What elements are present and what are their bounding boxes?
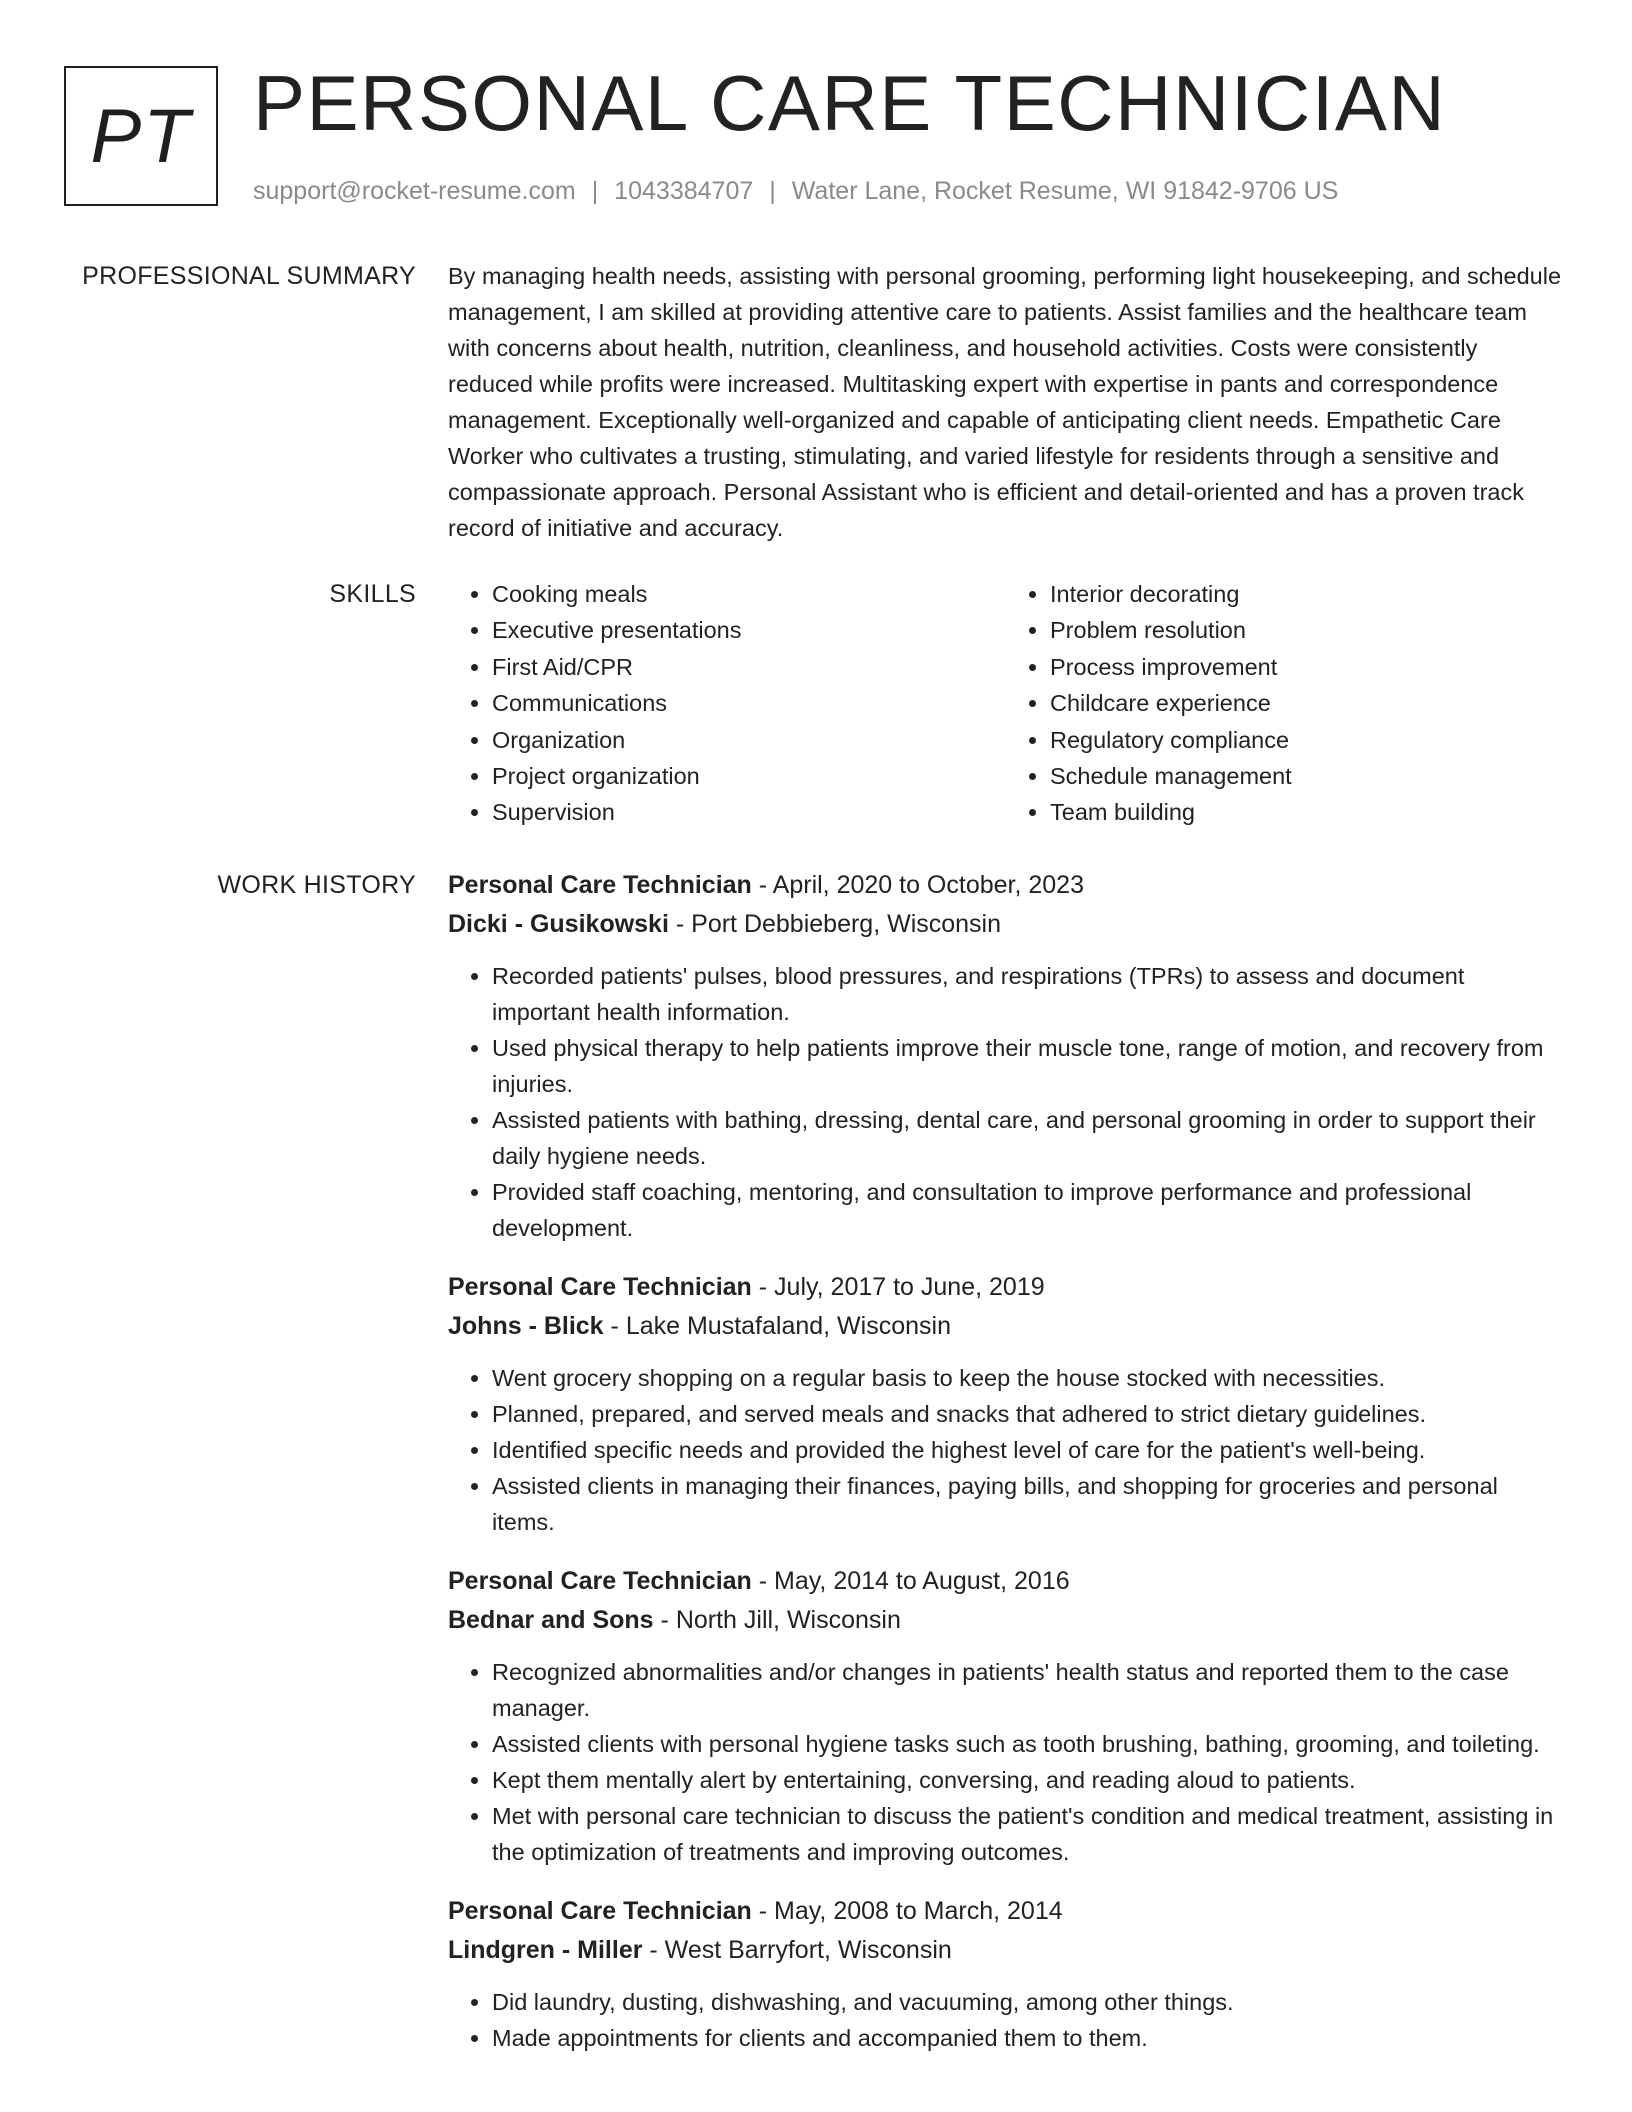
contact-email: support@rocket-resume.com — [253, 177, 576, 205]
job-dates: - May, 2008 to March, 2014 — [758, 1897, 1063, 1925]
skill-item: • Problem resolution — [1050, 612, 1564, 648]
job-entry — [448, 866, 1564, 1246]
skills-section-label: SKILLS — [329, 580, 416, 608]
work-section-label: WORK HISTORY — [217, 871, 416, 899]
job-bullets — [448, 1360, 1564, 1540]
job-bullets — [448, 1654, 1564, 1870]
skill-item: • Communications — [492, 685, 1006, 721]
job-title: Personal Care Technician — [448, 1567, 752, 1595]
job-bullet: • Did laundry, dusting, dishwashing, and vacuuming, among other things. — [492, 1984, 1564, 2020]
job-bullet: • Kept them mentally alert by entertaining, conversing, and reading aloud to patients. — [492, 1762, 1564, 1798]
skill-item: • Organization — [492, 722, 1006, 758]
skill-item: • Supervision — [492, 794, 1006, 830]
job-bullet: • Met with personal care technician to discuss the patient's condition and medical treatment, assisting in the optimization of treatments and improving outcomes. — [492, 1798, 1564, 1870]
skill-item: • Cooking meals — [492, 576, 1006, 612]
job-bullet: • Provided staff coaching, mentoring, and consultation to improve performance and professional development. — [492, 1174, 1564, 1246]
job-title: Personal Care Technician — [448, 871, 752, 899]
skill-item: • Childcare experience — [1050, 685, 1564, 721]
job-bullet: • Made appointments for clients and accompanied them to them. — [492, 2020, 1564, 2056]
job-location: - North Jill, Wisconsin — [660, 1606, 901, 1634]
job-bullet: • Planned, prepared, and served meals and snacks that adhered to strict dietary guidelines. — [492, 1396, 1564, 1432]
job-bullet: • Went grocery shopping on a regular basis to keep the house stocked with necessities. — [492, 1360, 1564, 1396]
job-company: Bednar and Sons — [448, 1606, 654, 1634]
skill-item: • Schedule management — [1050, 758, 1564, 794]
job-bullet: • Recognized abnormalities and/or changes in patients' health status and reported them to the case manager. — [492, 1654, 1564, 1726]
skill-item: • Interior decorating — [1050, 576, 1564, 612]
job-location: - West Barryfort, Wisconsin — [649, 1936, 952, 1964]
job-dates: - May, 2014 to August, 2016 — [758, 1567, 1070, 1595]
contact-separator: | — [769, 177, 776, 205]
skill-item: • Project organization — [492, 758, 1006, 794]
summary-section-label: PROFESSIONAL SUMMARY — [82, 262, 416, 290]
skill-item: • Regulatory compliance — [1050, 722, 1564, 758]
skills-list-right — [1006, 576, 1564, 831]
job-entry — [448, 1892, 1564, 2056]
job-bullets — [448, 1984, 1564, 2056]
contact-line — [253, 174, 1338, 208]
job-location: - Lake Mustafaland, Wisconsin — [610, 1312, 951, 1340]
summary-text: By managing health needs, assisting with personal grooming, performing light housekeeping, and schedule management, I am skilled at providing attentive care to patients. Assist families and the healthcare team with concerns about health, nutrition, cleanliness, and household activities. Costs were consistently reduced while profits were increased. Multitasking expert with expertise in pants and correspondence management. Exceptionally well-organized and capable of anticipating client needs. Empathetic Care Worker who cultivates a trusting, stimulating, and varied lifestyle for residents through a sensitive and compassionate approach. Personal Assistant who is efficient and detail-oriented and has a proven track record of initiative and accuracy. — [448, 263, 1562, 541]
job-entry — [448, 1562, 1564, 1870]
job-title: Personal Care Technician — [448, 1273, 752, 1301]
job-company: Lindgren - Miller — [448, 1936, 643, 1964]
skill-item: • Team building — [1050, 794, 1564, 830]
job-location: - Port Debbieberg, Wisconsin — [675, 910, 1002, 938]
job-company: Dicki - Gusikowski — [448, 910, 669, 938]
contact-separator: | — [591, 177, 599, 205]
page-title: PERSONAL CARE TECHNICIAN — [253, 59, 1447, 147]
job-bullets — [448, 958, 1564, 1246]
skill-item: • Executive presentations — [492, 612, 1006, 648]
job-title: Personal Care Technician — [448, 1897, 752, 1925]
work-section — [448, 866, 1564, 2078]
job-dates: - July, 2017 to June, 2019 — [758, 1273, 1045, 1301]
job-bullet: • Assisted clients with personal hygiene tasks such as tooth brushing, bathing, grooming, and toileting. — [492, 1726, 1564, 1762]
contact-address: Water Lane, Rocket Resume, WI 91842-9706 US — [791, 177, 1339, 205]
job-bullet: • Recorded patients' pulses, blood pressures, and respirations (TPRs) to assess and document important health information. — [492, 958, 1564, 1030]
contact-phone: 1043384707 — [614, 177, 754, 205]
job-bullet: • Identified specific needs and provided the highest level of care for the patient's well-being. — [492, 1432, 1564, 1468]
monogram-logo: PT — [64, 66, 218, 206]
job-entry — [448, 1268, 1564, 1540]
summary-section — [448, 258, 1564, 546]
skills-list-left — [448, 576, 1006, 831]
job-bullet: • Assisted clients in managing their finances, paying bills, and shopping for groceries and personal items. — [492, 1468, 1564, 1540]
skill-item: • Process improvement — [1050, 649, 1564, 685]
job-bullet: • Used physical therapy to help patients improve their muscle tone, range of motion, and recovery from injuries. — [492, 1030, 1564, 1102]
job-dates: - April, 2020 to October, 2023 — [758, 871, 1084, 899]
job-bullet: • Assisted patients with bathing, dressing, dental care, and personal grooming in order to support their daily hygiene needs. — [492, 1102, 1564, 1174]
skills-section — [448, 576, 1564, 831]
skill-item: • First Aid/CPR — [492, 649, 1006, 685]
job-company: Johns - Blick — [448, 1312, 604, 1340]
